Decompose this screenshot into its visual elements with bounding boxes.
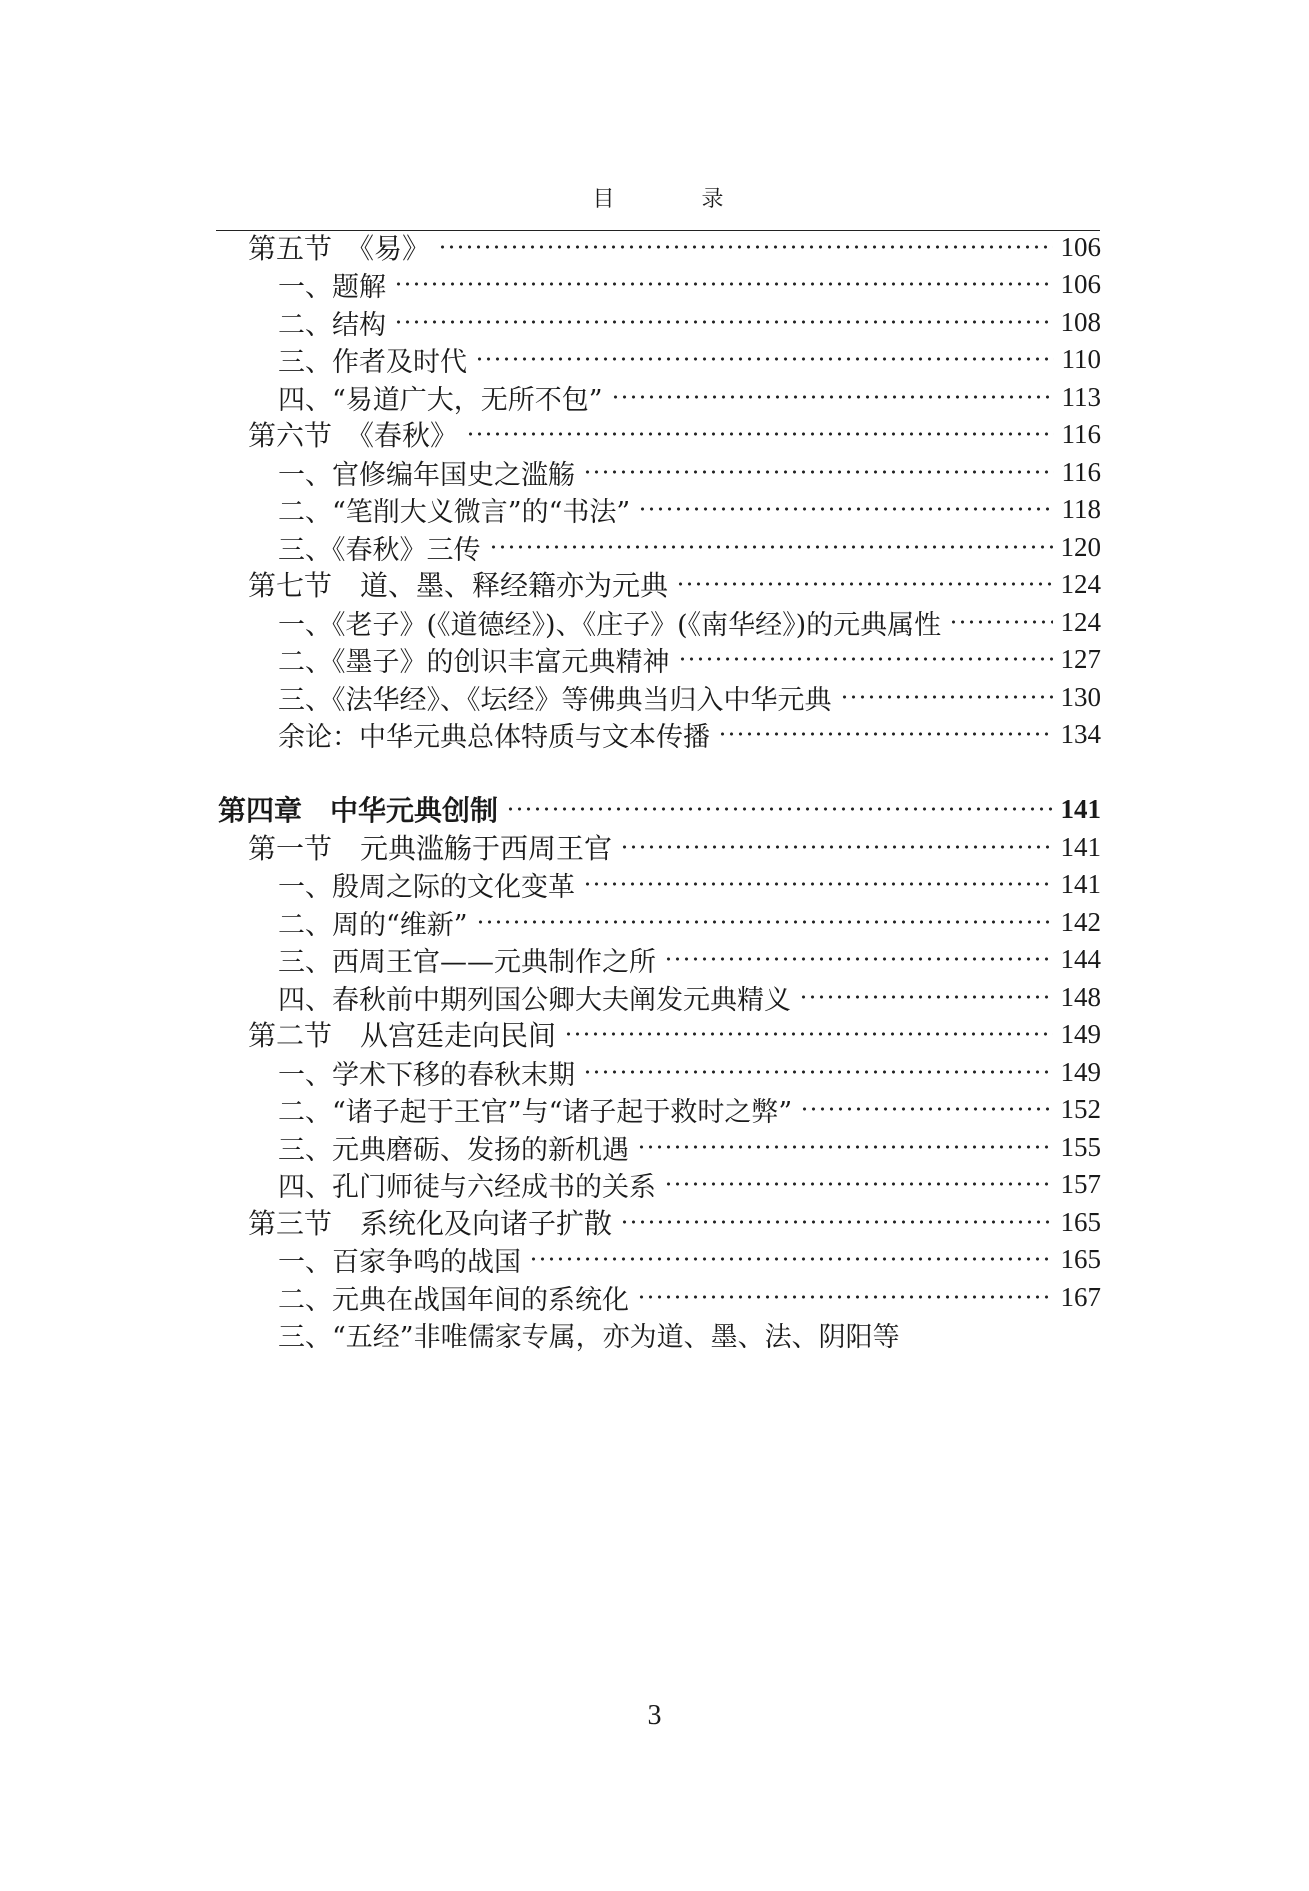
toc-entry-page: 124 bbox=[1060, 606, 1101, 637]
toc-entry-page: 116 bbox=[1061, 418, 1101, 449]
leader-dots bbox=[475, 354, 1054, 364]
toc-entry-page: 144 bbox=[1060, 943, 1101, 974]
toc-entry-label: 二、元典在战国年间的系统化 bbox=[278, 1284, 629, 1316]
toc-entry-label: 二、“笔削大义微言”的“书法” bbox=[278, 496, 631, 528]
leader-dots bbox=[637, 1142, 1053, 1152]
toc-entry-page: 165 bbox=[1060, 1206, 1101, 1237]
toc-entry-label: 一、《老子》(《道德经》)、《庄子》(《南华经》)的元典属性 bbox=[278, 609, 942, 641]
leader-dots bbox=[394, 279, 1053, 289]
toc-entry-page: 157 bbox=[1060, 1168, 1101, 1199]
toc-entry-page: 149 bbox=[1060, 1056, 1101, 1087]
toc-entry-label: 第三节 系统化及向诸子扩散 bbox=[248, 1207, 613, 1240]
toc-entry-page: 167 bbox=[1060, 1281, 1101, 1312]
toc-entry-page: 106 bbox=[1060, 231, 1101, 262]
toc-entry-page: 165 bbox=[1060, 1243, 1101, 1274]
leader-dots bbox=[676, 579, 1052, 589]
leader-dots bbox=[718, 729, 1053, 739]
leader-dots bbox=[799, 992, 1053, 1002]
leader-dots bbox=[583, 879, 1053, 889]
toc-entry-page: 116 bbox=[1061, 456, 1101, 487]
toc-entry-page: 127 bbox=[1060, 643, 1101, 674]
toc-entry-label: 四、“易道广大，无所不包” bbox=[278, 384, 603, 416]
toc-entry-label: 四、春秋前中期列国公卿大夫阐发元典精义 bbox=[278, 984, 791, 1016]
toc-entry-label: 二、周的“维新” bbox=[278, 909, 468, 941]
leader-dots bbox=[840, 692, 1053, 702]
toc-entry-page: 118 bbox=[1061, 493, 1101, 524]
leader-dots bbox=[489, 542, 1053, 552]
toc-entry-label: 第四章 中华元典创制 bbox=[218, 794, 499, 827]
toc-entry-page: 113 bbox=[1061, 381, 1101, 412]
toc-entry-label: 二、“诸子起于王官”与“诸子起于救时之弊” bbox=[278, 1096, 793, 1128]
leader-dots bbox=[664, 954, 1053, 964]
toc-entry-page: 152 bbox=[1060, 1093, 1101, 1124]
toc-entry-label: 一、题解 bbox=[278, 271, 386, 303]
toc-entry-label: 三、元典磨砺、发扬的新机遇 bbox=[278, 1134, 629, 1166]
leader-dots bbox=[394, 317, 1053, 327]
leader-dots bbox=[664, 1179, 1053, 1189]
toc-entry-label: 三、作者及时代 bbox=[278, 346, 467, 378]
toc-entry-label: 一、学术下移的春秋末期 bbox=[278, 1059, 575, 1091]
toc-entry-page: 124 bbox=[1060, 568, 1101, 599]
toc-entry-label: 三、《法华经》、《坛经》等佛典当归入中华元典 bbox=[278, 684, 832, 716]
leader-dots bbox=[583, 1067, 1053, 1077]
toc-entry-label: 二、结构 bbox=[278, 309, 386, 341]
toc-entry-page: 142 bbox=[1060, 906, 1101, 937]
toc-entry-page: 155 bbox=[1060, 1131, 1101, 1162]
toc-entry-label: 四、孔门师徒与六经成书的关系 bbox=[278, 1171, 656, 1203]
leader-dots bbox=[438, 242, 1052, 252]
toc-entry-label: 第一节 元典滥觞于西周王官 bbox=[248, 832, 613, 865]
toc-entry-page: 134 bbox=[1060, 718, 1101, 749]
toc-entry-label: 三、《春秋》三传 bbox=[278, 534, 481, 566]
toc-entry-page: 110 bbox=[1061, 343, 1101, 374]
running-header bbox=[216, 182, 1100, 231]
toc-entry-page: 108 bbox=[1060, 306, 1101, 337]
toc-entry-page: 148 bbox=[1060, 981, 1101, 1012]
toc-entry-label: 余论：中华元典总体特质与文本传播 bbox=[278, 721, 710, 753]
page-number: 3 bbox=[647, 1700, 662, 1731]
toc-entry-page: 149 bbox=[1060, 1018, 1101, 1049]
toc-entry-page: 120 bbox=[1060, 531, 1101, 562]
toc-entry-label: 三、“五经”非唯儒家专属，亦为道、墨、法、阴阳等 bbox=[278, 1321, 900, 1353]
leader-dots bbox=[949, 617, 1052, 627]
leader-dots bbox=[800, 1104, 1052, 1114]
leader-dots bbox=[564, 1029, 1052, 1039]
toc-entry-label: 第七节 道、墨、释经籍亦为元典 bbox=[248, 569, 669, 602]
leader-dots bbox=[611, 392, 1054, 402]
toc-entry-label: 第二节 从宫廷走向民间 bbox=[248, 1019, 557, 1052]
toc-entry[interactable] bbox=[278, 712, 1101, 756]
toc-entry-page: 130 bbox=[1060, 681, 1101, 712]
toc-entry-label: 二、《墨子》的创识丰富元典精神 bbox=[278, 646, 670, 678]
leader-dots bbox=[678, 654, 1053, 664]
leader-dots bbox=[583, 467, 1054, 477]
leader-dots bbox=[466, 429, 1053, 439]
toc-entry-label: 一、官修编年国史之滥觞 bbox=[278, 459, 575, 491]
toc-entry-label: 第五节 《易》 bbox=[248, 232, 431, 265]
running-title: 目 录 bbox=[592, 187, 764, 212]
toc-entry-label: 一、百家争鸣的战国 bbox=[278, 1246, 521, 1278]
leader-dots bbox=[637, 1292, 1053, 1302]
toc-entry-page: 141 bbox=[1060, 831, 1101, 862]
toc-entry-page: 141 bbox=[1060, 868, 1101, 899]
toc-entry[interactable] bbox=[278, 1312, 1101, 1356]
leader-dots bbox=[638, 504, 1053, 514]
leader-dots bbox=[476, 917, 1053, 927]
toc-entry-page: 141 bbox=[1060, 793, 1101, 824]
leader-dots bbox=[529, 1254, 1053, 1264]
toc-entry-label: 第六节 《春秋》 bbox=[248, 419, 459, 452]
toc-entry-page: 106 bbox=[1060, 268, 1101, 299]
leader-dots bbox=[620, 842, 1052, 852]
leader-dots bbox=[620, 1217, 1052, 1227]
toc-entry-label: 三、西周王官——元典制作之所 bbox=[278, 946, 656, 978]
toc-entry-label: 一、殷周之际的文化变革 bbox=[278, 871, 575, 903]
leader-dots bbox=[506, 804, 1052, 814]
